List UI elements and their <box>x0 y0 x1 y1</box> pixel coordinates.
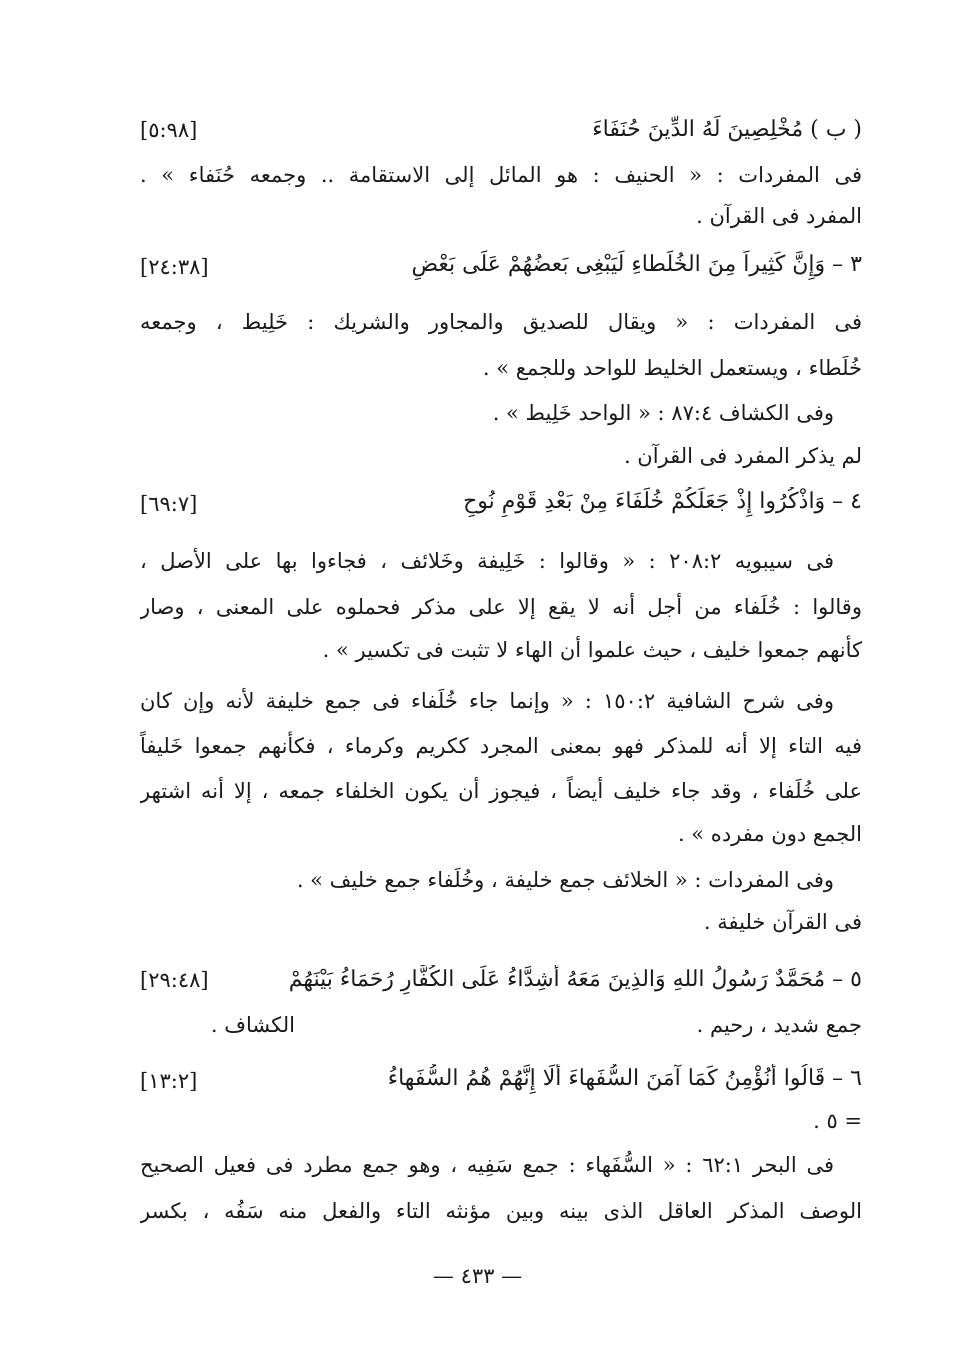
text-line: فى سيبويه ٢٠٨:٢ : « وقالوا : خَلِيفة وخَلائف ، فجاءوا بها على الأصل ، <box>140 549 834 573</box>
text-line: ٤ – وَاذْكُرُوا إِذْ جَعَلَكُمْ خُلَفَاءَ مِنْ بَعْدِ قَوْمِ نُوحٍ <box>463 489 862 514</box>
text-line: جمع شديد ، رحيم . <box>696 1013 862 1037</box>
text-line: ٣ – وَإِنَّ كَثِيراً مِنَ الخُلَطاءِ لَيَبْغِى بَعضُهُمْ عَلَى بَعْضٍ <box>411 252 862 277</box>
verse-reference: [٢٩:٤٨] <box>140 968 209 992</box>
text-line: الجمع دون مفرده » . <box>677 822 862 846</box>
text-line: وقالوا : خُلَفاء من أجل أنه لا يقع إلا على مذكر فحملوه على المعنى ، وصار <box>140 595 862 619</box>
text-line: ( ب ) مُخْلِصِينَ لَهُ الدِّينَ حُنَفَاءَ <box>592 117 862 142</box>
text-line: وفى شرح الشافية ١٥٠:٢ : « وإنما جاء خُلَفاء فى جمع خليفة لأنه وإن كان <box>140 689 834 713</box>
text-line: فى المفردات : « ويقال للصديق والمجاور والشريك : خَلِيط ، وجمعه <box>140 310 862 334</box>
text-line: فى القرآن خليفة . <box>703 910 862 934</box>
text-line: = ٥ . <box>813 1109 862 1133</box>
verse-reference: [٥:٩٨] <box>140 118 198 142</box>
text-line: فيه التاء إلا أنه للمذكر فهو بمعنى المجرد ككريم وكرماء ، فكأنهم جمعوا خَليفاً <box>140 734 862 758</box>
source-reference: الكشاف . <box>210 1013 295 1037</box>
verse-reference: [٦٩:٧] <box>140 492 198 516</box>
text-line: ٥ – مُحَمَّدٌ رَسُولُ اللهِ وَالذِينَ مَعَهُ أَشِدَّاءُ عَلَى الكُفَّارِ رُحَمَاءُ بَيْنَهُمْ <box>288 967 862 992</box>
text-line: المفرد فى القرآن . <box>696 204 862 228</box>
text-line: لم يذكر المفرد فى القرآن . <box>623 444 862 468</box>
text-line: فى البحر ٦٢:١ : « السُّفَهاء : جمع سَفِيه ، وهو جمع مطرد فى فعيل الصحيح <box>140 1153 834 1177</box>
text-line: كأنهم جمعوا خليف ، حيث علموا أن الهاء لا تثبت فى تكسير » . <box>322 638 862 662</box>
text-line: فى المفردات : « الحنيف : هو المائل إلى الاستقامة .. وجمعه حُنَفاء » . <box>140 163 862 187</box>
text-line: على خُلَفاء ، وقد جاء خليف أيضاً ، فيجوز أن يكون الخلفاء جمعه ، إلا أنه اشتهر <box>140 779 862 803</box>
text-line: ٦ – قَالُوا أَنُؤْمِنُ كَمَا آمَنَ السُّفَهاءَ أَلَا إِنَّهُمْ هُمُ السُّفَهاءُ <box>387 1066 862 1091</box>
text-line: خُلَطاء ، ويستعمل الخليط للواحد وللجمع » . <box>482 356 862 380</box>
page-number: — ٤٣٣ — <box>432 1264 523 1288</box>
text-line: الوصف المذكر العاقل الذى بينه وبين مؤنثه التاء والفعل منه سَفُه ، بكسر <box>140 1199 862 1223</box>
text-line: وفى المفردات : « الخلائف جمع خليفة ، وخُلَفاء جمع خليف » . <box>296 868 834 892</box>
verse-reference: [٢٤:٣٨] <box>140 255 209 279</box>
text-line: وفى الكشاف ٨٧:٤ : « الواحد خَلِيط » . <box>492 401 834 425</box>
verse-reference: [١٣:٢] <box>140 1069 198 1093</box>
